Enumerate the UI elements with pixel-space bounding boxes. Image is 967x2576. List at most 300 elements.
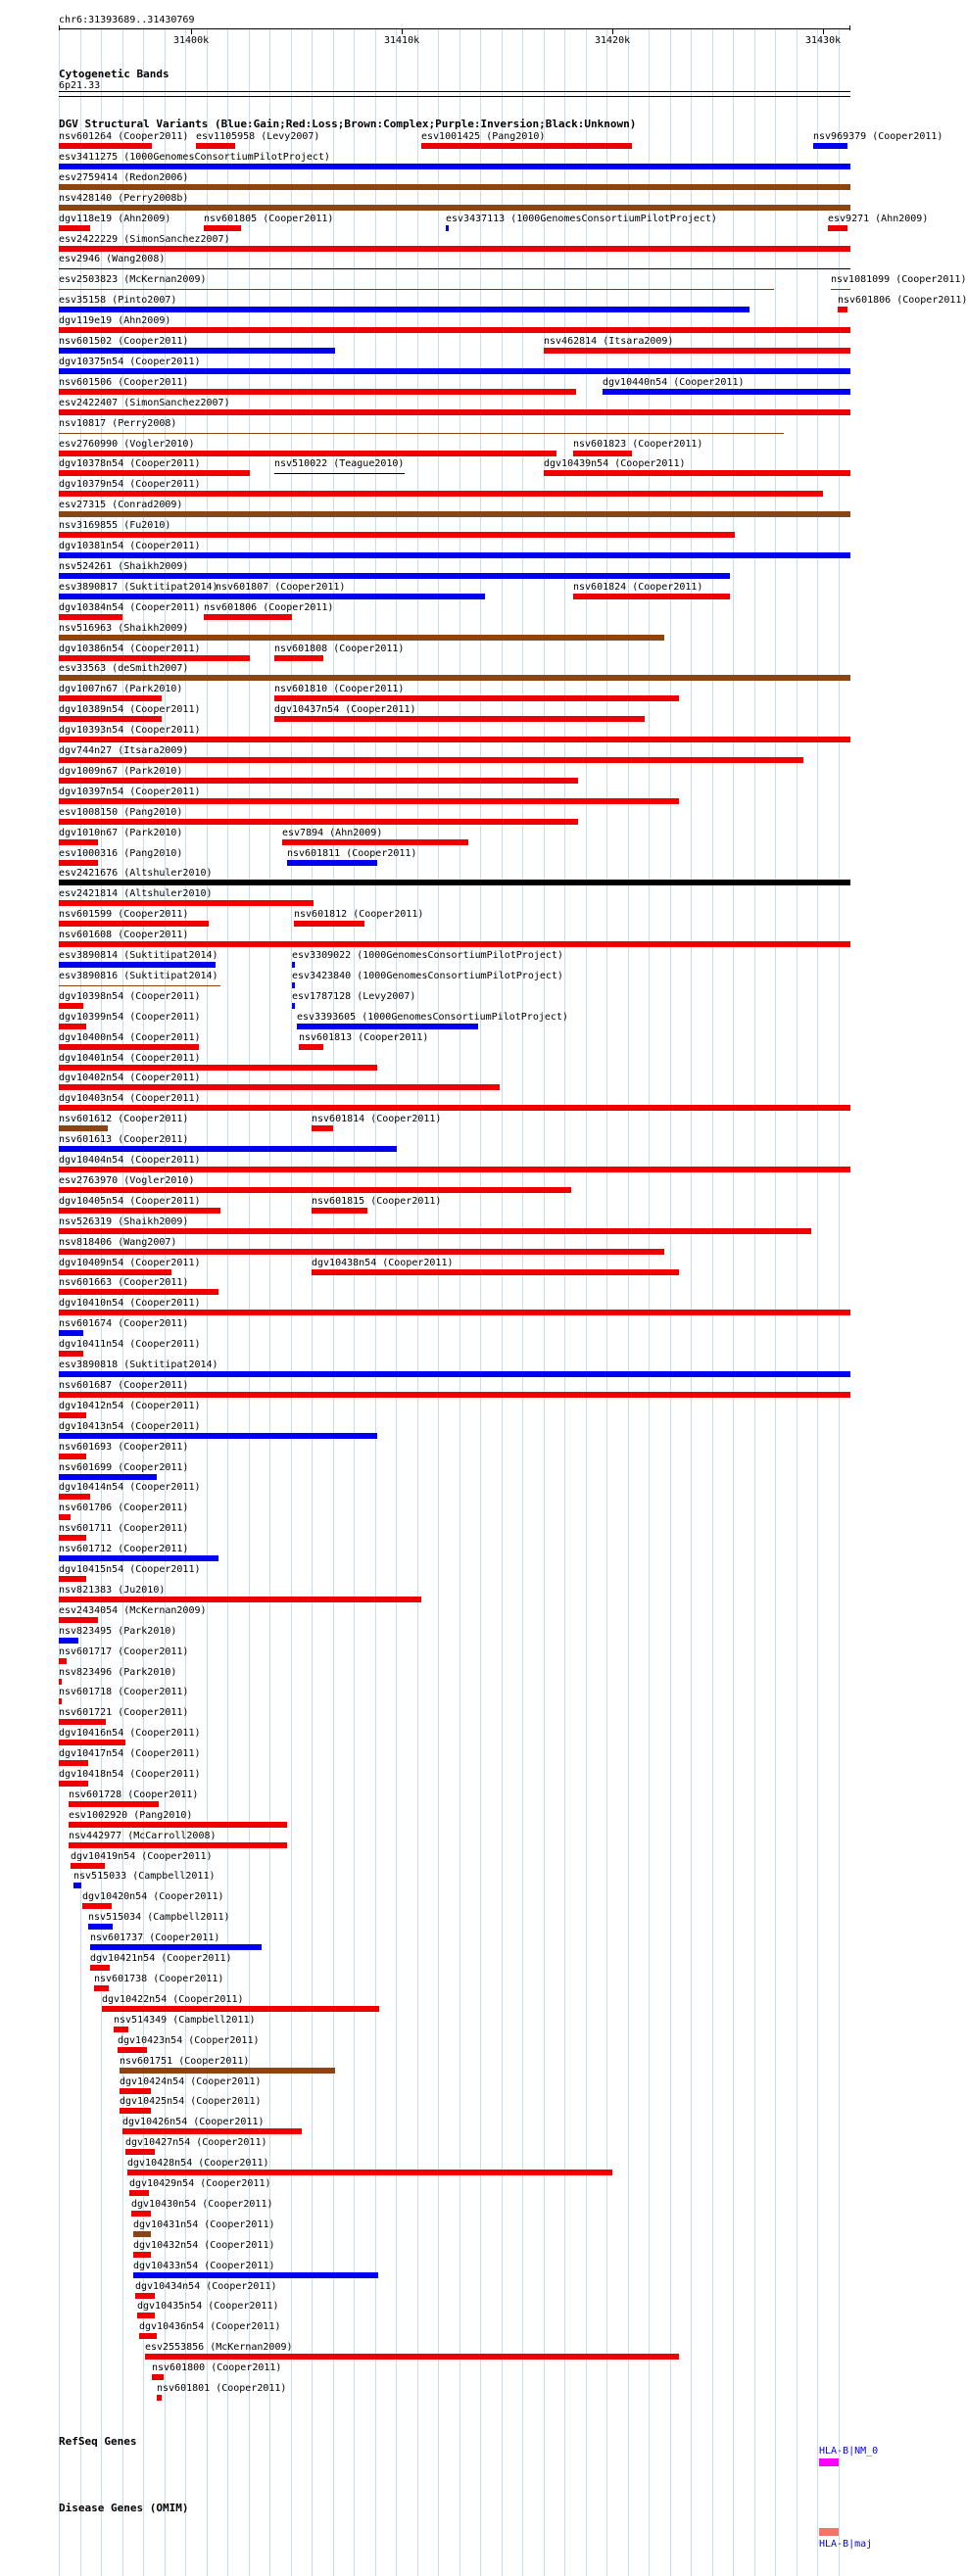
variant-bar[interactable]: [59, 921, 209, 927]
variant-label[interactable]: nsv601806 (Cooper2011): [204, 602, 334, 613]
variant-label[interactable]: dgv1010n67 (Park2010): [59, 828, 183, 838]
ruler-tick: [612, 29, 613, 34]
variant-bar[interactable]: [59, 1433, 377, 1439]
variant-bar[interactable]: [145, 2354, 679, 2360]
variant-label[interactable]: dgv1009n67 (Park2010): [59, 766, 183, 777]
variant-label[interactable]: esv1001425 (Pang2010): [421, 131, 546, 142]
variant-label[interactable]: esv3411275 (1000GenomesConsortiumPilotProject): [59, 152, 330, 163]
variant-label[interactable]: dgv10389n54 (Cooper2011): [59, 704, 201, 715]
variant-label[interactable]: esv2421814 (Altshuler2010): [59, 888, 213, 899]
variant-label[interactable]: esv27315 (Conrad2009): [59, 500, 183, 510]
variant-label[interactable]: esv33563 (deSmith2007): [59, 663, 189, 674]
variant-bar[interactable]: [102, 2006, 379, 2012]
variant-bar[interactable]: [59, 880, 850, 885]
variant-label[interactable]: dgv10386n54 (Cooper2011): [59, 644, 201, 654]
cytoband-name: 6p21.33: [59, 80, 101, 91]
variant-bar[interactable]: [59, 491, 823, 497]
variant-label[interactable]: dgv10375n54 (Cooper2011): [59, 357, 201, 367]
variant-label[interactable]: nsv515034 (Campbell2011): [88, 1912, 230, 1923]
variant-bar[interactable]: [59, 1146, 397, 1152]
variant-label[interactable]: dgv10435n54 (Cooper2011): [137, 2301, 279, 2312]
variant-bar[interactable]: [59, 1289, 218, 1295]
variant-label[interactable]: nsv601663 (Cooper2011): [59, 1277, 189, 1288]
variant-bar[interactable]: [59, 1740, 125, 1745]
variant-label[interactable]: esv1002920 (Pang2010): [69, 1810, 193, 1821]
variant-label[interactable]: esv3890814 (Suktitipat2014): [59, 950, 218, 961]
variant-label[interactable]: dgv10416n54 (Cooper2011): [59, 1728, 201, 1739]
variant-bar[interactable]: [59, 1024, 86, 1029]
variant-label[interactable]: dgv10419n54 (Cooper2011): [71, 1851, 213, 1862]
variant-bar[interactable]: [59, 1187, 571, 1193]
variant-label[interactable]: esv3890816 (Suktitipat2014): [59, 971, 218, 981]
variant-bar[interactable]: [90, 1944, 262, 1950]
variant-label[interactable]: esv1105958 (Levy2007): [196, 131, 320, 142]
disease-title: Disease Genes (OMIM): [59, 2502, 189, 2514]
variant-bar[interactable]: [59, 860, 98, 866]
variant-bar[interactable]: [88, 1924, 113, 1930]
variant-bar[interactable]: [59, 819, 578, 825]
variant-label[interactable]: dgv10436n54 (Cooper2011): [139, 2321, 281, 2332]
variant-label[interactable]: dgv10433n54 (Cooper2011): [133, 2261, 275, 2271]
variant-bar[interactable]: [59, 1474, 157, 1480]
variant-bar[interactable]: [131, 2211, 151, 2217]
variant-label[interactable]: esv3890817 (Suktitipat2014): [59, 582, 218, 593]
variant-label[interactable]: dgv118e19 (Ahn2009): [59, 214, 171, 224]
variant-bar[interactable]: [204, 614, 292, 620]
variant-label[interactable]: dgv10411n54 (Cooper2011): [59, 1339, 201, 1350]
variant-label[interactable]: dgv10398n54 (Cooper2011): [59, 991, 201, 1002]
variant-label[interactable]: dgv10418n54 (Cooper2011): [59, 1769, 201, 1780]
variant-bar[interactable]: [297, 1024, 478, 1029]
variant-bar[interactable]: [59, 327, 850, 333]
variant-bar[interactable]: [59, 389, 576, 395]
variant-bar[interactable]: [196, 143, 235, 149]
variant-bar[interactable]: [59, 1679, 62, 1685]
variant-bar[interactable]: [831, 289, 850, 290]
variant-bar[interactable]: [59, 716, 162, 722]
variant-bar[interactable]: [114, 2027, 128, 2032]
variant-bar[interactable]: [274, 716, 645, 722]
variant-bar[interactable]: [838, 307, 847, 312]
variant-label[interactable]: dgv10439n54 (Cooper2011): [544, 458, 686, 469]
variant-bar[interactable]: [59, 1392, 850, 1398]
variant-bar[interactable]: [59, 164, 850, 169]
variant-label[interactable]: dgv10404n54 (Cooper2011): [59, 1155, 201, 1166]
variant-label[interactable]: nsv601801 (Cooper2011): [157, 2383, 287, 2394]
variant-label[interactable]: dgv10424n54 (Cooper2011): [120, 2076, 262, 2087]
variant-bar[interactable]: [59, 307, 749, 312]
variant-bar[interactable]: [294, 921, 364, 927]
variant-label[interactable]: dgv10417n54 (Cooper2011): [59, 1748, 201, 1759]
variant-label[interactable]: dgv10397n54 (Cooper2011): [59, 787, 201, 797]
variant-bar[interactable]: [82, 1903, 112, 1909]
variant-bar[interactable]: [573, 594, 730, 599]
variant-bar[interactable]: [59, 1535, 86, 1541]
variant-bar[interactable]: [59, 1494, 90, 1500]
variant-label[interactable]: nsv601612 (Cooper2011): [59, 1114, 189, 1124]
variant-bar[interactable]: [59, 511, 850, 517]
variant-bar[interactable]: [127, 2170, 612, 2175]
variant-bar[interactable]: [274, 655, 323, 661]
variant-bar[interactable]: [59, 985, 220, 986]
variant-bar[interactable]: [73, 1883, 81, 1888]
variant-label[interactable]: dgv10428n54 (Cooper2011): [127, 2158, 269, 2169]
variant-label[interactable]: esv2503823 (McKernan2009): [59, 274, 207, 285]
variant-label[interactable]: nsv601808 (Cooper2011): [274, 644, 405, 654]
ruler-tick: [402, 29, 403, 34]
refseq-gene-feature[interactable]: [819, 2458, 839, 2466]
variant-label[interactable]: nsv601613 (Cooper2011): [59, 1134, 189, 1145]
variant-label[interactable]: nsv969379 (Cooper2011): [813, 131, 943, 142]
variant-bar[interactable]: [59, 1555, 218, 1561]
variant-label[interactable]: nsv601805 (Cooper2011): [204, 214, 334, 224]
variant-bar[interactable]: [59, 1371, 850, 1377]
variant-bar[interactable]: [118, 2047, 147, 2053]
ruler-tick-label: 31410k: [384, 35, 420, 46]
variant-bar[interactable]: [59, 1454, 86, 1459]
variant-bar[interactable]: [287, 860, 377, 866]
variant-bar[interactable]: [312, 1208, 367, 1214]
variant-bar[interactable]: [59, 348, 335, 354]
variant-bar[interactable]: [292, 962, 295, 968]
variant-bar[interactable]: [69, 1822, 287, 1828]
variant-bar[interactable]: [59, 1514, 71, 1520]
variant-bar[interactable]: [292, 1003, 295, 1009]
variant-label[interactable]: nsv510022 (Teague2010): [274, 458, 405, 469]
variant-bar[interactable]: [59, 1125, 108, 1131]
variant-label[interactable]: nsv601599 (Cooper2011): [59, 909, 189, 920]
variant-bar[interactable]: [59, 737, 850, 742]
variant-bar[interactable]: [59, 184, 850, 190]
variant-bar[interactable]: [59, 594, 485, 599]
variant-bar[interactable]: [312, 1269, 679, 1275]
variant-label[interactable]: nsv428140 (Perry2008b): [59, 193, 189, 204]
sv-track-title: DGV Structural Variants (Blue:Gain;Red:Loss;Brown:Complex;Purple:Inversion;Black:Unknown): [59, 118, 637, 130]
variant-bar[interactable]: [59, 900, 314, 906]
variant-bar[interactable]: [204, 225, 241, 231]
variant-bar[interactable]: [59, 1698, 62, 1704]
variant-bar[interactable]: [59, 1065, 377, 1071]
variant-label[interactable]: nsv601813 (Cooper2011): [299, 1032, 429, 1043]
position-label: chr6:31393689..31430769: [59, 15, 195, 25]
variant-bar[interactable]: [59, 433, 784, 434]
variant-label[interactable]: dgv10399n54 (Cooper2011): [59, 1012, 201, 1023]
variant-label[interactable]: dgv10410n54 (Cooper2011): [59, 1298, 201, 1309]
variant-bar[interactable]: [59, 675, 850, 681]
variant-label[interactable]: esv2946 (Wang2008): [59, 254, 166, 264]
variant-bar[interactable]: [59, 1638, 78, 1644]
variant-label[interactable]: nsv601824 (Cooper2011): [573, 582, 703, 593]
variant-label[interactable]: nsv601721 (Cooper2011): [59, 1707, 189, 1718]
variant-label[interactable]: nsv601718 (Cooper2011): [59, 1687, 189, 1697]
variant-label[interactable]: nsv601674 (Cooper2011): [59, 1318, 189, 1329]
variant-label[interactable]: nsv821383 (Ju2010): [59, 1585, 166, 1596]
variant-bar[interactable]: [59, 1084, 500, 1090]
variant-bar[interactable]: [120, 2088, 151, 2094]
variant-label[interactable]: esv1787128 (Levy2007): [292, 991, 416, 1002]
variant-label[interactable]: dgv10414n54 (Cooper2011): [59, 1482, 201, 1493]
variant-label[interactable]: dgv10421n54 (Cooper2011): [90, 1953, 232, 1964]
variant-label[interactable]: nsv1081099 (Cooper2011): [831, 274, 967, 285]
refseq-gene-label[interactable]: HLA-B|NM_0: [819, 2446, 879, 2457]
variant-label[interactable]: dgv10393n54 (Cooper2011): [59, 725, 201, 736]
variant-label[interactable]: esv7894 (Ahn2009): [282, 828, 383, 838]
variant-bar[interactable]: [133, 2252, 151, 2258]
disease-gene-feature[interactable]: [819, 2528, 839, 2536]
variant-label[interactable]: dgv10426n54 (Cooper2011): [122, 2117, 265, 2127]
variant-label[interactable]: nsv601800 (Cooper2011): [152, 2362, 282, 2373]
variant-label[interactable]: esv1000316 (Pang2010): [59, 848, 183, 859]
refseq-title: RefSeq Genes: [59, 2435, 137, 2448]
variant-bar[interactable]: [544, 348, 850, 354]
variant-bar[interactable]: [59, 798, 679, 804]
variant-label[interactable]: nsv601264 (Cooper2011): [59, 131, 189, 142]
variant-bar[interactable]: [59, 532, 735, 538]
variant-label[interactable]: esv2422229 (SimonSanchez2007): [59, 234, 230, 245]
variant-bar[interactable]: [299, 1044, 323, 1050]
variant-bar[interactable]: [59, 1658, 67, 1664]
variant-bar[interactable]: [71, 1863, 105, 1869]
variant-bar[interactable]: [59, 1617, 98, 1623]
ruler-tick-label: 31420k: [595, 35, 631, 46]
variant-bar[interactable]: [59, 1044, 199, 1050]
variant-label[interactable]: dgv10440n54 (Cooper2011): [603, 377, 745, 388]
variant-label[interactable]: dgv10423n54 (Cooper2011): [118, 2035, 260, 2046]
variant-label[interactable]: dgv10432n54 (Cooper2011): [133, 2240, 275, 2251]
variant-label[interactable]: nsv10817 (Perry2008): [59, 418, 177, 429]
variant-bar[interactable]: [59, 655, 250, 661]
variant-label[interactable]: dgv10434n54 (Cooper2011): [135, 2281, 277, 2292]
variant-bar[interactable]: [59, 225, 90, 231]
variant-label[interactable]: dgv10430n54 (Cooper2011): [131, 2199, 273, 2210]
variant-label[interactable]: nsv601717 (Cooper2011): [59, 1646, 189, 1657]
variant-label[interactable]: nsv601815 (Cooper2011): [312, 1196, 442, 1207]
variant-label[interactable]: dgv10420n54 (Cooper2011): [82, 1891, 224, 1902]
variant-bar[interactable]: [59, 1105, 850, 1111]
variant-bar[interactable]: [544, 470, 850, 476]
variant-label[interactable]: dgv10437n54 (Cooper2011): [274, 704, 416, 715]
variant-bar[interactable]: [59, 1167, 850, 1172]
variant-bar[interactable]: [59, 778, 578, 784]
variant-label[interactable]: dgv10429n54 (Cooper2011): [129, 2178, 271, 2189]
variant-label[interactable]: nsv601738 (Cooper2011): [94, 1974, 224, 1984]
variant-label[interactable]: dgv10413n54 (Cooper2011): [59, 1421, 201, 1432]
variant-label[interactable]: esv3437113 (1000GenomesConsortiumPilotProject): [446, 214, 717, 224]
variant-bar[interactable]: [813, 143, 847, 149]
variant-bar[interactable]: [274, 695, 679, 701]
variant-label[interactable]: nsv601823 (Cooper2011): [573, 439, 703, 450]
variant-bar[interactable]: [139, 2333, 157, 2339]
variant-label[interactable]: nsv514349 (Campbell2011): [114, 2015, 256, 2026]
variant-bar[interactable]: [135, 2293, 155, 2299]
variant-bar[interactable]: [59, 451, 556, 456]
variant-bar[interactable]: [59, 205, 850, 211]
variant-label[interactable]: esv2553856 (McKernan2009): [145, 2342, 293, 2353]
variant-bar[interactable]: [90, 1965, 110, 1971]
variant-label[interactable]: esv2434054 (McKernan2009): [59, 1605, 207, 1616]
variant-label[interactable]: nsv823495 (Park2010): [59, 1626, 177, 1637]
variant-bar[interactable]: [125, 2149, 155, 2155]
variant-label[interactable]: nsv524261 (Shaikh2009): [59, 561, 189, 572]
variant-bar[interactable]: [59, 1597, 421, 1602]
variant-label[interactable]: dgv10378n54 (Cooper2011): [59, 458, 201, 469]
ruler-tick-label: 31400k: [173, 35, 210, 46]
variant-bar[interactable]: [59, 695, 162, 701]
variant-label[interactable]: esv3393605 (1000GenomesConsortiumPilotProject): [297, 1012, 568, 1023]
variant-bar[interactable]: [59, 1351, 83, 1357]
variant-bar[interactable]: [122, 2128, 302, 2134]
cytoband-title: Cytogenetic Bands: [59, 68, 169, 80]
variant-bar[interactable]: [446, 225, 449, 231]
variant-bar[interactable]: [573, 451, 632, 456]
variant-label[interactable]: dgv10401n54 (Cooper2011): [59, 1053, 201, 1064]
cytoband-ideogram-bottom: [59, 96, 850, 97]
variant-label[interactable]: nsv516963 (Shaikh2009): [59, 623, 189, 634]
variant-bar[interactable]: [59, 635, 664, 641]
variant-bar[interactable]: [274, 473, 405, 474]
variant-label[interactable]: nsv601608 (Cooper2011): [59, 930, 189, 940]
variant-bar[interactable]: [59, 757, 803, 763]
variant-label[interactable]: dgv744n27 (Itsara2009): [59, 745, 189, 756]
variant-label[interactable]: nsv3169855 (Fu2010): [59, 520, 171, 531]
variant-bar[interactable]: [94, 1985, 109, 1991]
variant-label[interactable]: dgv10425n54 (Cooper2011): [120, 2096, 262, 2107]
variant-label[interactable]: dgv10384n54 (Cooper2011): [59, 602, 201, 613]
variant-bar[interactable]: [152, 2374, 164, 2380]
variant-bar[interactable]: [292, 982, 295, 988]
variant-label[interactable]: nsv442977 (McCarroll2008): [69, 1831, 217, 1841]
variant-label[interactable]: nsv601706 (Cooper2011): [59, 1503, 189, 1513]
variant-label[interactable]: dgv119e19 (Ahn2009): [59, 315, 171, 326]
variant-label[interactable]: dgv10431n54 (Cooper2011): [133, 2219, 275, 2230]
variant-bar[interactable]: [59, 143, 152, 149]
variant-label[interactable]: dgv10381n54 (Cooper2011): [59, 541, 201, 551]
variant-label[interactable]: dgv10403n54 (Cooper2011): [59, 1093, 201, 1104]
variant-label[interactable]: dgv10438n54 (Cooper2011): [312, 1258, 454, 1268]
variant-bar[interactable]: [59, 573, 730, 579]
variant-label[interactable]: nsv601806 (Cooper2011): [838, 295, 967, 306]
variant-bar[interactable]: [59, 839, 98, 845]
variant-bar[interactable]: [59, 368, 850, 374]
variant-label[interactable]: dgv10412n54 (Cooper2011): [59, 1401, 201, 1411]
variant-bar[interactable]: [312, 1125, 333, 1131]
variant-label[interactable]: dgv1007n67 (Park2010): [59, 684, 183, 694]
variant-bar[interactable]: [133, 2272, 378, 2278]
disease-gene-label[interactable]: HLA-B|maj: [819, 2539, 873, 2550]
variant-bar[interactable]: [59, 409, 850, 415]
variant-bar[interactable]: [59, 1719, 106, 1725]
variant-bar[interactable]: [120, 2108, 151, 2114]
variant-bar[interactable]: [157, 2395, 162, 2401]
variant-label[interactable]: esv2759414 (Redon2006): [59, 172, 189, 183]
variant-bar[interactable]: [59, 1310, 850, 1315]
variant-label[interactable]: nsv601502 (Cooper2011): [59, 336, 189, 347]
variant-bar[interactable]: [59, 1003, 83, 1009]
variant-label[interactable]: dgv10400n54 (Cooper2011): [59, 1032, 201, 1043]
variant-label[interactable]: nsv601810 (Cooper2011): [274, 684, 405, 694]
variant-bar[interactable]: [59, 1576, 86, 1582]
variant-label[interactable]: dgv10422n54 (Cooper2011): [102, 1994, 244, 2005]
variant-label[interactable]: nsv823496 (Park2010): [59, 1667, 177, 1678]
variant-label[interactable]: nsv601728 (Cooper2011): [69, 1789, 199, 1800]
variant-label[interactable]: nsv818406 (Wang2007): [59, 1237, 177, 1248]
variant-bar[interactable]: [59, 1330, 83, 1336]
variant-label[interactable]: dgv10402n54 (Cooper2011): [59, 1073, 201, 1083]
variant-bar[interactable]: [421, 143, 632, 149]
variant-bar[interactable]: [59, 1249, 664, 1255]
variant-bar[interactable]: [59, 246, 850, 252]
variant-bar[interactable]: [59, 470, 250, 476]
variant-label[interactable]: esv2422407 (SimonSanchez2007): [59, 398, 230, 408]
variant-bar[interactable]: [59, 1269, 171, 1275]
variant-label[interactable]: dgv10405n54 (Cooper2011): [59, 1196, 201, 1207]
variant-bar[interactable]: [59, 962, 216, 968]
variant-label[interactable]: nsv601699 (Cooper2011): [59, 1462, 189, 1473]
variant-bar[interactable]: [137, 2313, 155, 2318]
variant-label[interactable]: nsv601814 (Cooper2011): [312, 1114, 442, 1124]
variant-label[interactable]: esv3309022 (1000GenomesConsortiumPilotProject): [292, 950, 563, 961]
variant-label[interactable]: nsv601506 (Cooper2011): [59, 377, 189, 388]
variant-label[interactable]: esv3890818 (Suktitipat2014): [59, 1360, 218, 1370]
variant-label[interactable]: nsv601811 (Cooper2011): [287, 848, 417, 859]
variant-bar[interactable]: [59, 1412, 86, 1418]
variant-label[interactable]: nsv601711 (Cooper2011): [59, 1523, 189, 1534]
variant-label[interactable]: esv1008150 (Pang2010): [59, 807, 183, 818]
variant-label[interactable]: nsv601812 (Cooper2011): [294, 909, 424, 920]
variant-bar[interactable]: [59, 268, 850, 269]
variant-label[interactable]: esv2760990 (Vogler2010): [59, 439, 195, 450]
variant-label[interactable]: nsv601737 (Cooper2011): [90, 1932, 220, 1943]
variant-label[interactable]: esv3423840 (1000GenomesConsortiumPilotProject): [292, 971, 563, 981]
variant-bar[interactable]: [69, 1801, 159, 1807]
variant-bar[interactable]: [133, 2231, 151, 2237]
variant-bar[interactable]: [59, 1228, 811, 1234]
variant-bar[interactable]: [69, 1842, 287, 1848]
variant-label[interactable]: nsv601807 (Cooper2011): [216, 582, 346, 593]
variant-bar[interactable]: [59, 941, 850, 947]
variant-label[interactable]: dgv10415n54 (Cooper2011): [59, 1564, 201, 1575]
variant-label[interactable]: nsv462814 (Itsara2009): [544, 336, 674, 347]
variant-label[interactable]: esv2763970 (Vogler2010): [59, 1175, 195, 1186]
variant-bar[interactable]: [59, 1781, 88, 1787]
ruler-line: [59, 28, 850, 29]
variant-bar[interactable]: [59, 614, 122, 620]
variant-label[interactable]: esv9271 (Ahn2009): [828, 214, 929, 224]
variant-bar[interactable]: [129, 2190, 149, 2196]
variant-label[interactable]: nsv515033 (Campbell2011): [73, 1871, 216, 1882]
variant-label[interactable]: nsv601693 (Cooper2011): [59, 1442, 189, 1453]
variant-label[interactable]: dgv10427n54 (Cooper2011): [125, 2137, 267, 2148]
variant-bar[interactable]: [59, 289, 774, 290]
variant-bar[interactable]: [603, 389, 850, 395]
variant-label[interactable]: esv35158 (Pinto2007): [59, 295, 177, 306]
variant-label[interactable]: nsv601751 (Cooper2011): [120, 2056, 250, 2067]
variant-bar[interactable]: [59, 552, 850, 558]
variant-bar[interactable]: [828, 225, 847, 231]
variant-label[interactable]: nsv526319 (Shaikh2009): [59, 1216, 189, 1227]
variant-label[interactable]: esv2421676 (Altshuler2010): [59, 868, 213, 879]
variant-label[interactable]: nsv601687 (Cooper2011): [59, 1380, 189, 1391]
variant-bar[interactable]: [59, 1760, 88, 1766]
ruler-tick: [191, 29, 192, 34]
variant-label[interactable]: dgv10409n54 (Cooper2011): [59, 1258, 201, 1268]
cytoband-ideogram-top: [59, 91, 850, 92]
variant-label[interactable]: dgv10379n54 (Cooper2011): [59, 479, 201, 490]
variant-bar[interactable]: [120, 2068, 335, 2074]
variant-bar[interactable]: [59, 1208, 220, 1214]
variant-bar[interactable]: [282, 839, 468, 845]
variant-label[interactable]: nsv601712 (Cooper2011): [59, 1544, 189, 1554]
